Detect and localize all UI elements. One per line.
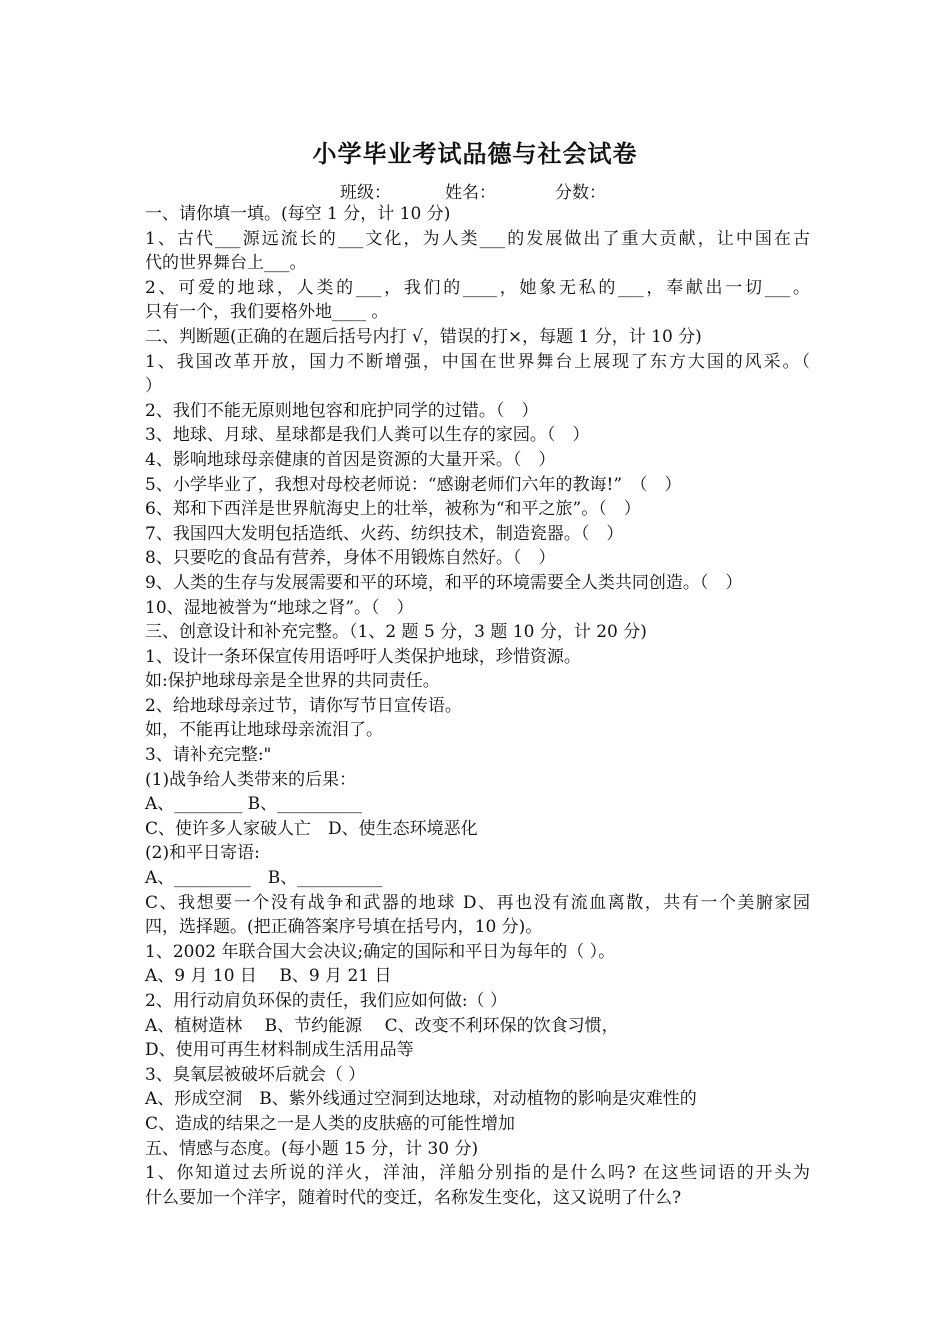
section-heading: 四，选择题。(把正确答案序号填在括号内，10 分)。 [145, 917, 543, 938]
answer-option-line: A、9 月 10 日 B、9 月 21 日 [145, 966, 392, 987]
question-line: 1、我国改革开放，国力不断增强，中国在世界舞台上展现了东方大国的风采。（ [145, 351, 810, 372]
example-line: 如:保护地球母亲是全世界的共同责任。 [145, 671, 440, 692]
question-line: 3、臭氧层被破坏后就会（ ） [145, 1064, 366, 1085]
answer-option-line: D、使用可再生材料制成生活用品等 [145, 1040, 414, 1061]
answer-option-line: A、_________ B、__________ [145, 868, 383, 889]
question-line: (1)战争给人类带来的后果： [145, 769, 357, 790]
answer-option-line: A、________ B、__________ [145, 794, 363, 815]
answer-option-line: C、造成的结果之一是人类的皮肤癌的可能性增加 [145, 1113, 516, 1134]
question-line: 10、湿地被誉为“地球之肾”。（ ） [145, 597, 414, 618]
question-line: 1、2002 年联合国大会决议;确定的国际和平日为每年的（ ）。 [145, 941, 616, 962]
question-line: 4、影响地球母亲健康的首因是资源的大量开采。（ ） [145, 449, 556, 470]
section-heading: 五、情感与态度。(每小题 15 分，计 30 分) [145, 1138, 479, 1159]
question-line: 9、人类的生存与发展需要和平的环境，和平的环境需要全人类共同创造。（ ） [145, 572, 743, 593]
section-heading: 三、创意设计和补充完整。（1、2 题 5 分，3 题 10 分，计 20 分) [145, 622, 647, 643]
student-info-row [0, 178, 950, 203]
question-line: 2、给地球母亲过节，请你写节日宣传语。 [145, 695, 462, 716]
question-line: 代的世界舞台上___。 [145, 253, 307, 274]
example-line: 如，不能再让地球母亲流泪了。 [145, 720, 383, 741]
question-line: (2)和平日寄语: [145, 843, 260, 864]
answer-option-line: C、我想要一个没有战争和武器的地球 D、再也没有流血离散，共有一个美腑家园 [145, 892, 810, 913]
section-heading: 一、请你填一填。(每空 1 分，计 10 分) [145, 204, 451, 224]
question-line: 7、我国四大发明包括造纸、火药、纺织技术，制造瓷器。（ ） [145, 523, 624, 544]
question-line: 1、古代___源远流长的___文化，为人类___的发展做出了重大贡献，让中国在古 [145, 228, 810, 249]
answer-option-line: A、植树造林 B、节约能源 C、改变不利环保的饮食习惯， [145, 1015, 619, 1036]
question-line: 什么要加一个洋字，随着时代的变迁，名称发生变化，这又说明了什么? [145, 1187, 682, 1208]
question-line: 5、小学毕业了，我想对母校老师说：“感谢老师们六年的教诲!” （ ） [145, 474, 682, 495]
question-line: 1、你知道过去所说的洋火，洋油，洋船分别指的是什么吗? 在这些词语的开头为 [145, 1163, 810, 1184]
question-line: 6、郑和下西洋是世界航海史上的壮举，被称为“和平之旅”。（ ） [145, 499, 641, 520]
score-label: 分数： [555, 183, 606, 203]
name-label: 姓名： [445, 183, 496, 203]
class-label: 班级： [340, 183, 391, 203]
question-line: 3、请补充完整:" [145, 745, 272, 766]
question-line: 2、可爱的地球，人类的___，我们的____，她象无私的___，奉献出一切___。 [145, 277, 810, 298]
section-heading: 二、判断题(正确的在题后括号内打 √，错误的打×，每题 1 分，计 10 分) [145, 326, 702, 347]
question-line: ） [145, 376, 162, 397]
answer-option-line: C、使许多人家破人亡 D、使生态环境恶化 [145, 818, 478, 839]
question-line: 8、只要吃的食品有营养，身体不用锻炼自然好。（ ） [145, 548, 556, 569]
question-line: 1、设计一条环保宣传用语呼吁人类保护地球，珍惜资源。 [145, 646, 581, 667]
exam-body [145, 202, 810, 1210]
question-line: 2、我们不能无原则地包容和庇护同学的过错。（ ） [145, 400, 539, 421]
exam-title: 小学毕业考试品德与社会试卷 [312, 139, 638, 168]
question-line: 3、地球、月球、星球都是我们人粪可以生存的家园。（ ） [145, 425, 590, 446]
question-line: 2、用行动肩负环保的责任，我们应如何做:（ ） [145, 991, 507, 1011]
question-line: 只有一个，我们要格外地____ 。 [145, 302, 389, 323]
answer-option-line: A、形成空洞 B、紫外线通过空洞到达地球，对动植物的影响是灾难性的 [145, 1089, 697, 1110]
